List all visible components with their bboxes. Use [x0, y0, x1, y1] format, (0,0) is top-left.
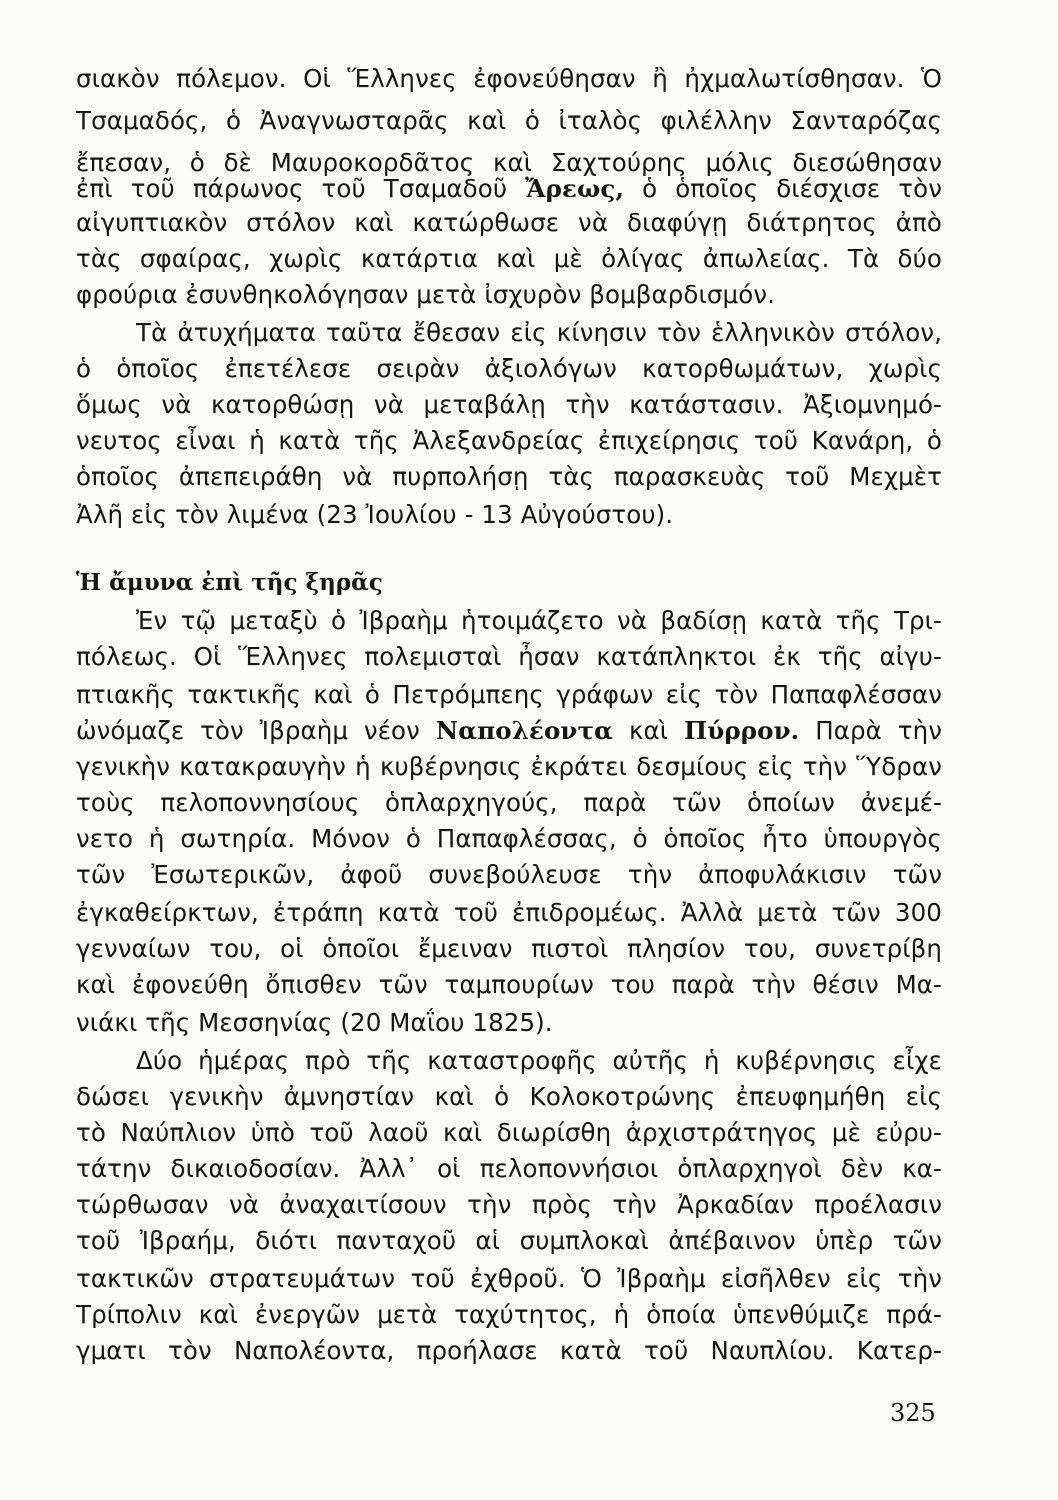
text-span: ἐπὶ τοῦ πάρωνος τοῦ Τσαμαδοῦ: [76, 174, 508, 203]
emphasized-name-napoleon: Ναπολέοντα: [435, 716, 614, 745]
text-line: τοὺς πελοποννησίους ὁπλαρχηγούς, παρὰ τῶν ὁποίων ἀνεμέ-: [76, 788, 942, 817]
page-number: 325: [890, 1399, 936, 1427]
text-line: Ἀλῆ εἰς τὸν λιμένα (23 Ἰουλίου - 13 Αὐγούστου).: [76, 500, 674, 529]
text-line: γενναίων του, οἱ ὁποῖοι ἔμειναν πιστοὶ πλησίον του, συνετρίβη: [76, 934, 942, 963]
text-span: καὶ: [628, 716, 669, 745]
text-line: ὅμως νὰ κατορθώσῃ νὰ μεταβάλῃ τὴν κατάστασιν. Ἀξιομνημό-: [76, 390, 942, 419]
text-line: τὸ Ναύπλιον ὑπὸ τοῦ λαοῦ καὶ διωρίσθη ἀρχιστράτηγος μὲ εὐρυ-: [76, 1118, 942, 1147]
text-line: τάτην δικαιοδοσίαν. Ἀλλ᾽ οἱ πελοποννήσιοι ὁπλαρχηγοὶ δὲν κα-: [76, 1154, 942, 1183]
text-line: ὁποῖος ἀπεπειράθη νὰ πυρπολήσῃ τὰς παρασκευὰς τοῦ Μεχμὲτ: [76, 462, 942, 491]
text-line: νιάκι τῆς Μεσσηνίας (20 Μαΐου 1825).: [76, 1008, 553, 1037]
text-line: [76, 174, 942, 204]
text-line: Τρίπολιν καὶ ἐνεργῶν μετὰ ταχύτητος, ἡ ὁποία ὑπενθύμιζε πρά-: [76, 1300, 942, 1329]
text-line: πόλεως. Οἱ Ἕλληνες πολεμισταὶ ἦσαν κατάπληκτοι ἐκ τῆς αἰγυ-: [76, 642, 942, 671]
section-heading: Ἡ ἄμυνα ἐπὶ τῆς ξηρᾶς: [76, 569, 383, 596]
text-line: τὰς σφαίρας, χωρὶς κατάρτια καὶ μὲ ὀλίγας ἀπωλείας. Τὰ δύο: [76, 244, 942, 273]
text-span: Παρὰ τὴν: [815, 716, 942, 745]
text-line: πτιακῆς τακτικῆς καὶ ὁ Πετρόμπεης γράφων εἰς τὸν Παπαφλέσσαν: [76, 680, 942, 709]
text-line: φρούρια ἐσυνθηκολόγησαν μετὰ ἰσχυρὸν βομβαρδισμόν.: [76, 280, 775, 309]
text-line: ἐγκαθείρκτων, ἐτράπη κατὰ τοῦ ἐπιδρομέως. Ἀλλὰ μετὰ τῶν 300: [76, 898, 942, 927]
text-line: τώρθωσαν νὰ ἀναχαιτίσουν τὴν πρὸς τὴν Ἀρκαδίαν προέλασιν: [76, 1190, 942, 1219]
text-line: τῶν Ἐσωτερικῶν, ἀφοῦ συνεβούλευσε τὴν ἀποφυλάκισιν τῶν: [76, 860, 942, 889]
text-line: νετο ἡ σωτηρία. Μόνον ὁ Παπαφλέσσας, ὁ ὁποῖος ἦτο ὑπουργὸς: [76, 824, 942, 853]
text-line: σιακὸν πόλεμον. Οἱ Ἕλληνες ἐφονεύθησαν ἢ ἠχμαλωτίσθησαν. Ὁ: [76, 64, 942, 93]
text-line: γματι τὸν Ναπολέοντα, προήλασε κατὰ τοῦ Ναυπλίου. Κατερ-: [76, 1336, 942, 1365]
text-span: ὁ ὁποῖος διέσχισε τὸν: [642, 174, 942, 203]
text-line: γενικὴν κατακραυγὴν ἡ κυβέρνησις ἐκράτει δεσμίους εἰς τὴν Ὕδραν: [76, 752, 942, 781]
text-line: Δύο ἡμέρας πρὸ τῆς καταστροφῆς αὐτῆς ἡ κυβέρνησις εἶχε: [136, 1046, 942, 1075]
text-line: δώσει γενικὴν ἀμνηστίαν καὶ ὁ Κολοκοτρώνης ἐπευφημήθη εἰς: [76, 1082, 942, 1111]
text-line: Τσαμαδός, ὁ Ἀναγνωσταρᾶς καὶ ὁ ἰταλὸς φιλέλλην Σανταρόζας: [76, 106, 942, 135]
emphasized-name-pyrrhus: Πύρρον.: [684, 716, 800, 745]
text-line: [76, 716, 942, 746]
text-line: Ἐν τῷ μεταξὺ ὁ Ἰβραὴμ ἡτοιμάζετο νὰ βαδίσῃ κατὰ τῆς Τρι-: [136, 606, 942, 635]
text-line: τακτικῶν στρατευμάτων τοῦ ἐχθροῦ. Ὁ Ἰβραὴμ εἰσῆλθεν εἰς τὴν: [76, 1264, 942, 1293]
emphasized-name-areos: Ἄρεως,: [525, 174, 625, 203]
text-line: νευτος εἶναι ἡ κατὰ τῆς Ἀλεξανδρείας ἐπιχείρησις τοῦ Κανάρη, ὁ: [76, 426, 942, 455]
text-line: αἰγυπτιακὸν στόλον καὶ κατώρθωσε νὰ διαφύγῃ διάτρητος ἀπὸ: [76, 208, 942, 237]
text-line: καὶ ἐφονεύθη ὄπισθεν τῶν ταμπουρίων του παρὰ τὴν θέσιν Μα-: [76, 970, 942, 999]
text-line: ὁ ὁποῖος ἐπετέλεσε σειρὰν ἀξιολόγων κατορθωμάτων, χωρὶς: [76, 354, 942, 383]
text-line: Τὰ ἀτυχήματα ταῦτα ἔθεσαν εἰς κίνησιν τὸν ἑλληνικὸν στόλον,: [136, 318, 942, 347]
text-span: ὠνόμαζε τὸν Ἰβραὴμ νέον: [76, 716, 420, 745]
text-line: τοῦ Ἰβραήμ, διότι πανταχοῦ αἱ συμπλοκαὶ ἀπέβαινον ὑπὲρ τῶν: [76, 1226, 942, 1255]
text-line: ἔπεσαν, ὁ δὲ Μαυροκορδᾶτος καὶ Σαχτούρης μόλις διεσώθησαν: [76, 148, 942, 177]
